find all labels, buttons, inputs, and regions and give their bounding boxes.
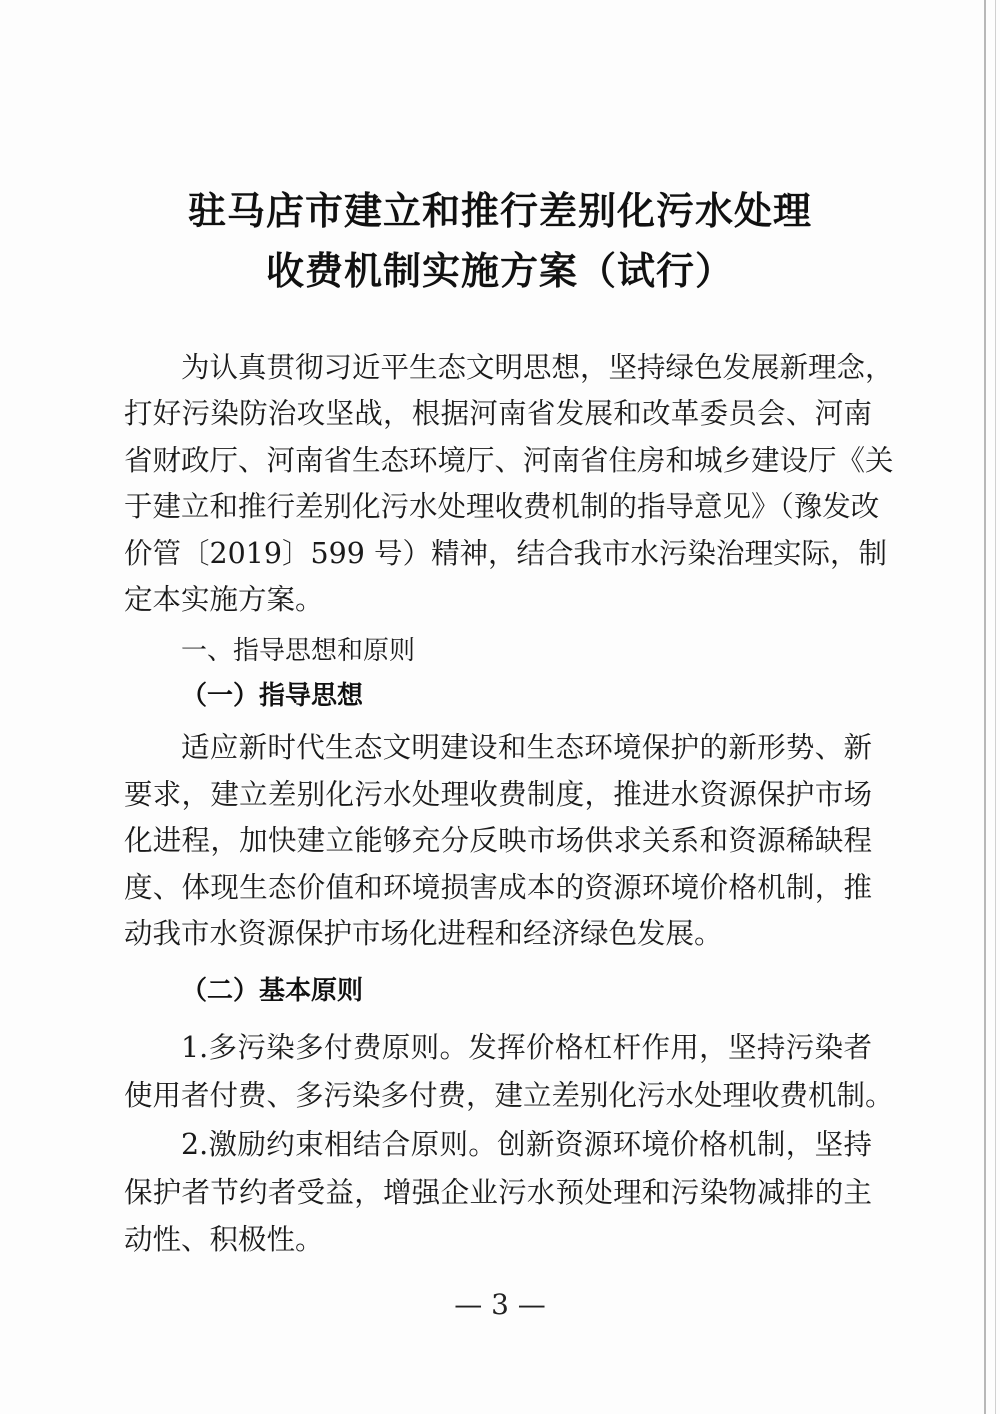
intro-line: 定本实施方案。 (124, 583, 324, 616)
document-title-line-1: 驻马店市建立和推行差别化污水处理 (187, 189, 812, 233)
subsection-heading: （一）指导思想 (181, 681, 364, 711)
guiding-line: 适应新时代生态文明建设和生态环境保护的新形势、新 (181, 731, 872, 764)
intro-line: 于建立和推行差别化污水处理收费机制的指导意见》（豫发改 (124, 490, 880, 523)
page-number: — 3 — (454, 1288, 546, 1321)
intro-line: 省财政厅、河南省生态环境厅、河南省住房和城乡建设厅《关 (124, 444, 894, 477)
document-title-line-2: 收费机制实施方案（试行） (265, 249, 734, 293)
principle-line: 1.多污染多付费原则。发挥价格杠杆作用，坚持污染者 (181, 1031, 872, 1064)
intro-line: 为认真贯彻习近平生态文明思想，坚持绿色发展新理念， (181, 351, 894, 384)
guiding-line: 要求，建立差别化污水处理收费制度，推进水资源保护市场 (124, 778, 872, 811)
principle-line: 使用者付费、多污染多付费，建立差别化污水处理收费机制。 (124, 1079, 894, 1112)
principle-line: 保护者节约者受益，增强企业污水预处理和污染物减排的主 (124, 1176, 872, 1209)
principle-line: 动性、积极性。 (124, 1223, 324, 1256)
guiding-line: 动我市水资源保护市场化进程和经济绿色发展。 (124, 917, 723, 950)
principle-line: 2.激励约束相结合原则。创新资源环境价格机制，坚持 (181, 1128, 872, 1161)
page-edge-line (984, 0, 986, 1414)
intro-line: 价管〔2019〕599 号）精神，结合我市水污染治理实际，制 (124, 537, 887, 570)
section-heading: 一、指导思想和原则 (181, 636, 416, 666)
intro-line: 打好污染防治攻坚战，根据河南省发展和改革委员会、河南 (124, 397, 872, 430)
subsection-heading: （二）基本原则 (181, 976, 364, 1006)
page-edge-line-outer (995, 0, 996, 1414)
guiding-line: 度、体现生态价值和环境损害成本的资源环境价格机制，推 (124, 871, 872, 904)
guiding-line: 化进程，加快建立能够充分反映市场供求关系和资源稀缺程 (124, 824, 872, 857)
